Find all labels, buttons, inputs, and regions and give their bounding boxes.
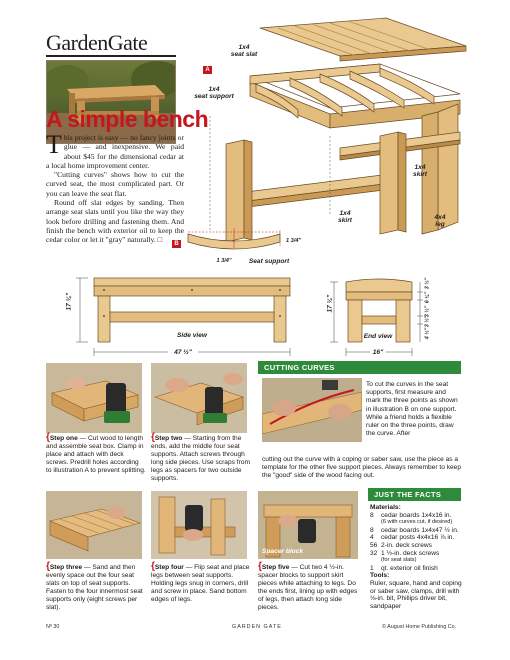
end-view-segment-4: 3 ½" [424,315,431,328]
step-brace: { [46,561,50,572]
article-title: A simple bench [46,106,209,132]
step-three-caption: {Step three — Sand and then evenly space out the four seat slats on top of seat supports. Fasten to the four innermost seat supports only (eight screws per slat). [46,561,143,612]
illustration-b-seat-support [184,226,284,256]
intro-paragraph-1: This project is easy — no fancy joints or glue — and inexpensive. We paid about $45 for the dimensional cedar at a local home improvement center. [46,130,184,170]
side-view-height-dimension: 17 ¼" [65,292,73,311]
end-view-segment-5: 4 ½" [424,327,431,340]
step-one-photo [46,363,142,433]
material-item: 32 1 ½-in. deck screws [370,549,440,557]
magazine-logo: GardenGate [46,30,148,55]
seat-slats [260,18,466,61]
step-brace: { [258,561,262,572]
cutting-curves-heading: CUTTING CURVES [258,362,461,374]
callout-b: B [172,240,181,248]
tools-heading: Tools: [370,572,390,580]
step-four-caption: {Step four — Flip seat and place legs between seat supports. Holding legs snug in corners, drill and screw in place. Sand bottom edges of legs. [151,561,250,604]
cutting-curves-photo [262,378,362,442]
seat-support-label-b: Seat support [248,258,290,265]
intro-paragraph-3: Round off slat edges by sanding. Then arrange seat slats until you like the way they look before drilling and fastening them. And finish the bench with exterior oil to keep the cedar color or let it "gray" naturally. □ [46,198,184,245]
material-item: 8 cedar boards 1x4x47 ½ in. [370,526,459,534]
step-two-caption: {Step two — Starting from the ends, add the middle four seat supports. Attach screws through long side pieces. Use scraps from legs as spacers for two outside supports. [151,432,250,483]
material-item: (for seat slats) [381,557,417,564]
step-brace: { [151,561,155,572]
step-five-caption: {Step five — Cut two 4 ½-in. spacer blocks to support skirt pieces while attaching to legs. Do the ends first, lining up with edges of legs, then attach long side pieces. [258,561,358,612]
logo-underline [46,55,176,57]
step-brace: { [46,432,50,443]
seat-support-label: 1x4 seat support [194,86,234,100]
step-brace: { [151,432,155,443]
step-four-photo [151,491,247,559]
footer-copyright: © August Home Publishing Co. [382,624,457,630]
step-three-photo [46,491,142,559]
material-item: 1 qt. exterior oil finish [370,564,438,572]
material-item: 4 cedar posts 4x4x16 ⅞ in. [370,534,455,542]
facts-heading: JUST THE FACTS [368,489,461,501]
material-item: (6 with curves cut, if desired) [381,519,453,526]
right-skirt-label: 1x4 skirt [413,164,427,178]
end-view-segment-1: 3 ½" [424,277,431,290]
callout-a: A [203,66,212,74]
material-item: 8 cedar boards 1x4x16 in. [370,511,452,519]
end-view-label: End view [363,333,393,340]
cutting-curves-text-1: To cut the curves in the seat supports, first measure and mark the three points as shown in illustration B on one support. While a friend holds a flexible ruler on the three points, draw the curve. After [366,381,458,438]
page-number: Nº 30 [46,624,60,630]
facts-body [370,504,462,610]
drop-cap: T [46,130,62,159]
materials-heading: Materials: [370,504,401,511]
end-view-segment-3: 3 ½" [424,305,431,318]
side-view-label: Side view [176,332,208,339]
seat-slat-label: 1x4 seat slat [230,44,258,58]
end-mark: □ [157,235,163,245]
end-view-width-dimension: 16" [370,349,386,356]
cutting-curves-text-2: cutting out the curve with a coping or saber saw, use the piece as a template for the other five support pieces. Always remember to keep the "good" side of the wood facing out. [262,456,462,480]
step-two-photo [151,363,247,433]
end-view-height-dimension: 17 ¼" [326,294,334,313]
seat-support-depth-dimension: 1 3/4" [286,238,302,244]
footer-magazine-name: GARDEN GATE [232,624,282,630]
side-view-length-dimension: 47 ½" [168,349,198,356]
spacer-block-label: Spacer block [262,548,304,555]
step-one-caption: {Step one — Cut wood to length and assemble seat box. Clamp in place and attach with deck screws. Predrill holes according to illustration A to prevent splitting. [46,432,146,475]
intro-text [46,130,184,245]
end-view-segment-2: 6 ¼" [424,291,431,304]
material-item: 56 2-in. deck screws [370,541,432,549]
tools-text: Ruler, square, hand and coping or saber saw, clamps, drill with ⅛-in. bit, Phillips driver bit, sandpaper [370,579,462,610]
intro-paragraph-2: "Cutting curves" shows how to cut the curved seat, the most complicated part. Or you can leave the seat flat. [46,170,184,198]
front-skirt [230,174,400,208]
leg-label: 4x4 leg [434,214,446,228]
seat-support-width-dimension: 1 3/4" [216,258,232,264]
front-skirt-label: 1x4 skirt [338,210,352,224]
